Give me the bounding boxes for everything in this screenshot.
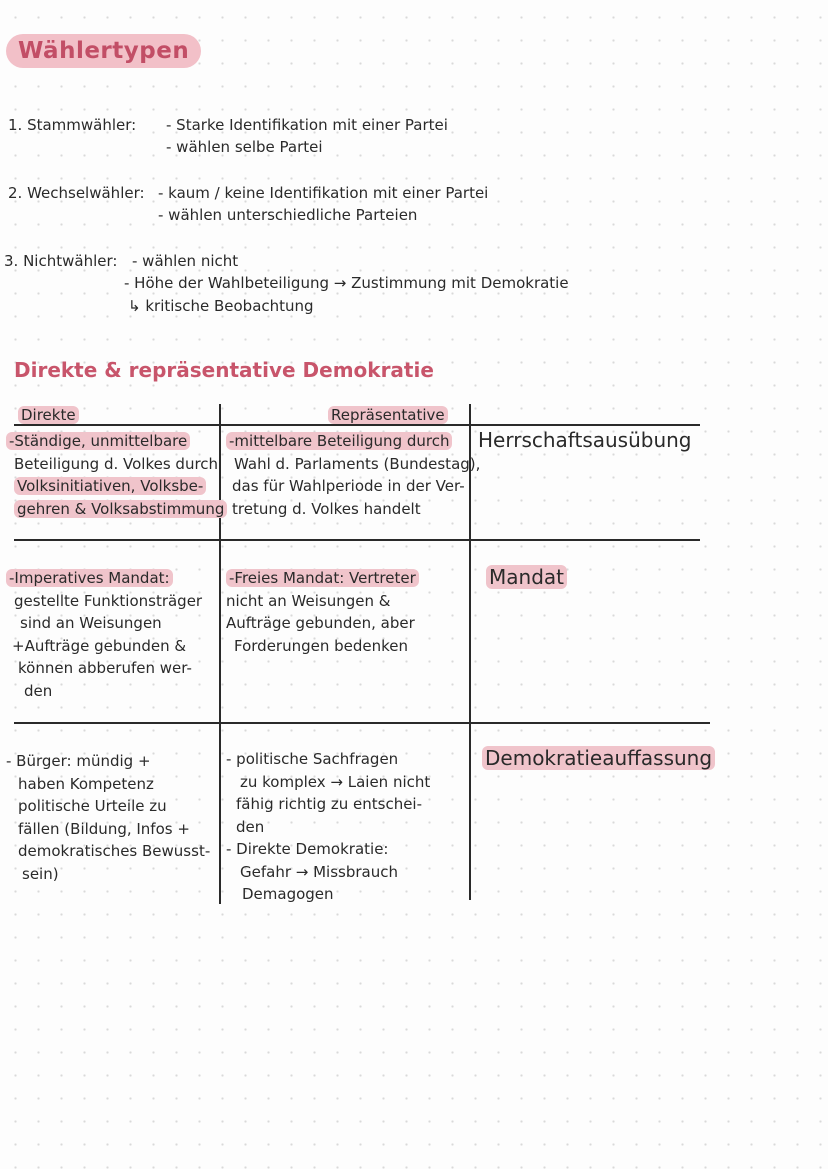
cell-repraesentativ-herrschaft: -mittelbare Beteiligung durch Wahl d. Parlaments (Bundestag), das für Wahlperiode in der Ver- tretung d. Volkes handelt — [226, 430, 480, 520]
cell-direkte-mandat: -Imperatives Mandat: gestellte Funktionsträger sind an Weisungen +Aufträge gebunden & können abberufen wer- den — [6, 567, 202, 702]
voter-type-point: - Starke Identifikation mit einer Partei — [166, 116, 448, 134]
row-label-herrschaftsausuebung: Herrschaftsausübung — [478, 428, 692, 452]
voter-type-heading: 2. Wechselwähler: — [8, 184, 145, 202]
voter-type-point: - Höhe der Wahlbeteiligung → Zustimmung mit Demokratie — [124, 274, 569, 292]
voter-type-point: ↳ kritische Beobachtung — [128, 297, 314, 315]
democracy-section-title: Direkte & repräsentative Demokratie — [14, 358, 434, 382]
voter-type-heading: 1. Stammwähler: — [8, 116, 137, 134]
voter-type-heading: 3. Nichtwähler: — [4, 252, 118, 270]
column-header-direkte: Direkte — [18, 406, 79, 424]
page-title: Wählertypen — [6, 34, 201, 68]
voter-type-point: - wählen unterschiedliche Parteien — [158, 206, 418, 224]
row-label-demokratieauffassung: Demokratieauffassung — [482, 746, 715, 770]
cell-repraesentativ-mandat: -Freies Mandat: Vertreter nicht an Weisungen & Aufträge gebunden, aber Forderungen bedenken — [226, 567, 419, 657]
column-header-repraesentative: Repräsentative — [328, 406, 448, 424]
cell-repraesentativ-demokratieauffassung: - politische Sachfragen zu komplex → Laien nicht fähig richtig zu entschei- den - Direkte Demokratie: Gefahr → Missbrauch Demagogen — [226, 750, 431, 903]
table-header-line — [14, 424, 700, 426]
row-divider — [14, 539, 700, 541]
row-label-mandat: Mandat — [486, 565, 567, 589]
voter-type-point: - wählen selbe Partei — [166, 138, 323, 156]
voter-type-point: - kaum / keine Identifikation mit einer Partei — [158, 184, 489, 202]
cell-direkte-demokratieauffassung: - Bürger: mündig + haben Kompetenz politische Urteile zu fällen (Bildung, Infos + demokratisches Bewusst- sein) — [6, 752, 211, 883]
cell-direkte-herrschaft: -Ständige, unmittelbare Beteiligung d. Volkes durch Volksinitiativen, Volksbe- gehren & Volksabstimmung — [6, 430, 227, 520]
row-divider — [14, 722, 710, 724]
voter-type-point: - wählen nicht — [132, 252, 239, 270]
